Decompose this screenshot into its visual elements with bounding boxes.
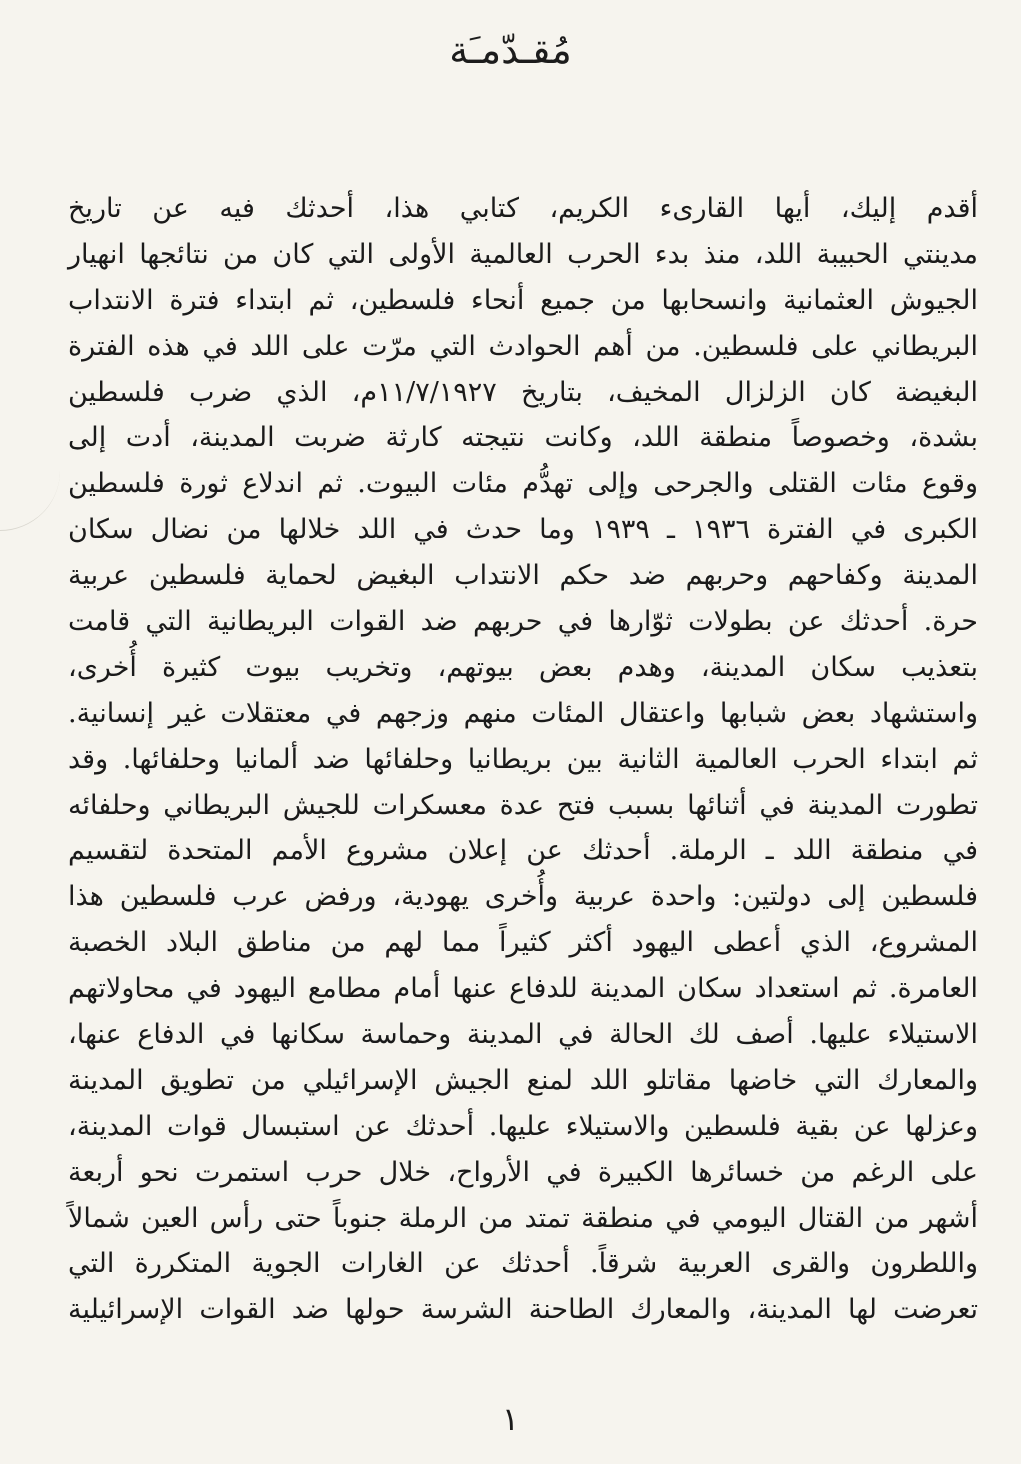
- text-line: تطورت المدينة في أثنائها بسبب فتح عدة معسكرات للجيش البريطاني وحلفائه: [68, 789, 978, 821]
- text-line: تعرضت لها المدينة، والمعارك الطاحنة الشرسة حولها ضد القوات الإسرائيلية: [68, 1294, 978, 1326]
- text-line: وعزلها عن بقية فلسطين والاستيلاء عليها. أحدثك عن استبسال قوات المدينة،: [68, 1110, 978, 1142]
- text-line: العامرة. ثم استعداد سكان المدينة للدفاع عنها أمام مطامع اليهود في محاولاتهم: [68, 973, 978, 1005]
- text-line: في منطقة اللد ـ الرملة. أحدثك عن إعلان مشروع الأمم المتحدة لتقسيم: [68, 835, 978, 867]
- text-line: على الرغم من خسائرها الكبيرة في الأرواح، خلال حرب استمرت نحو أربعة: [68, 1156, 978, 1188]
- text-line: فلسطين إلى دولتين: واحدة عربية وأُخرى يهودية، ورفض عرب فلسطين هذا: [68, 881, 979, 913]
- text-line: البريطاني على فلسطين. من أهم الحوادث التي مرّت على اللد في هذه الفترة: [68, 330, 978, 362]
- body-text: [68, 186, 978, 1333]
- text-line: الجيوش العثمانية وانسحابها من جميع أنحاء فلسطين، ثم ابتداء فترة الانتداب: [68, 284, 978, 316]
- text-line: والمعارك التي خاضها مقاتلو اللد لمنع الجيش الإسرائيلي من تطويق المدينة: [68, 1064, 978, 1096]
- text-line: البغيضة كان الزلزال المخيف، بتاريخ ١١/٧/١٩٢٧م، الذي ضرب فلسطين: [68, 376, 978, 408]
- text-line: الكبرى في الفترة ١٩٣٦ ـ ١٩٣٩ وما حدث في اللد خلالها من نضال سكان: [68, 514, 978, 546]
- page-title: مُقـدّمـَة: [449, 28, 572, 72]
- text-line: بشدة، وخصوصاً منطقة اللد، وكانت نتيجته كارثة ضربت المدينة، أدت إلى: [68, 422, 978, 454]
- scan-edge-mark: [0, 470, 60, 531]
- text-line: مدينتي الحبيبة اللد، منذ بدء الحرب العالمية الأولى التي كان من نتائجها انهيار: [68, 238, 978, 270]
- text-line: بتعذيب سكان المدينة، وهدم بعض بيوتهم، وتخريب بيوت كثيرة أُخرى،: [68, 651, 978, 683]
- text-line: المدينة وكفاحهم وحربهم ضد حكم الانتداب البغيض لحماية فلسطين عربية: [68, 560, 978, 592]
- text-line: المشروع، الذي أعطى اليهود أكثر كثيراً مما لهم من مناطق البلاد الخصبة: [68, 927, 978, 959]
- text-line: واللطرون والقرى العربية شرقاً. أحدثك عن الغارات الجوية المتكررة التي: [68, 1248, 978, 1280]
- text-line: أقدم إليك، أيها القارىء الكريم، كتابي هذا، أحدثك فيه عن تاريخ: [68, 193, 978, 224]
- text-line: أشهر من القتال اليومي في منطقة تمتد من الرملة جنوباً حتى رأس العين شمالاً: [68, 1202, 978, 1234]
- text-line: ثم ابتداء الحرب العالمية الثانية بين بريطانيا وحلفائها ضد ألمانيا وحلفائها. وقد: [68, 743, 978, 775]
- text-line: الاستيلاء عليها. أصف لك الحالة في المدينة وحماسة سكانها في الدفاع عنها،: [68, 1019, 978, 1051]
- page-number: ١: [501, 1400, 520, 1438]
- text-line: حرة. أحدثك عن بطولات ثوّارها في حربهم ضد القوات البريطانية التي قامت: [68, 606, 978, 638]
- text-line: واستشهاد بعض شبابها واعتقال المئات منهم وزجهم في معتقلات غير إنسانية.: [68, 697, 978, 729]
- text-line: وقوع مئات القتلى والجرحى وإلى تهدُّم مئات البيوت. ثم اندلاع ثورة فلسطين: [68, 468, 978, 500]
